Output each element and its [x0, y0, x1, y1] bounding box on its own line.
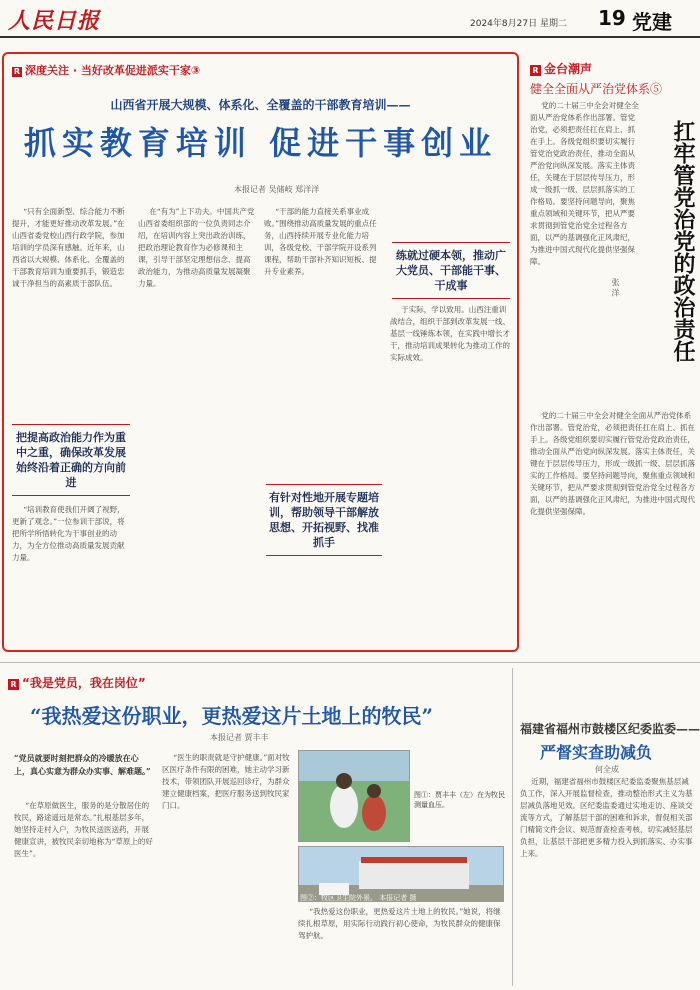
issue-date: 2024年8月27日 星期二	[470, 19, 567, 29]
lead-body-col-1: “只有全面新型、综合能力不断提升，才能更好推动改革发展。”在山西省委党校山西行政学院，参加培训的学员深有感触。近年来，山西省以大规模、体系化、全覆盖的干部教育培训为重要抓手，锻造忠诚干净担当的高素质干部队伍。	[12, 207, 125, 288]
lead-subtitle: 山西省开展大规模、体系化、全覆盖的干部教育培训——	[110, 98, 411, 112]
column-badge-icon: R	[8, 679, 19, 690]
pull-quote-3: 有针对性地开展专题培训，帮助领导干部解放思想、开拓视野、找准抓手	[266, 484, 382, 556]
opinion-body-continued: 党的二十届三中全会对健全全面从严治党体系作出部署。管党治党，必须把责任扛在肩上、抓在手上。各级党组织要切实履行管党治党政治责任，推动全面从严治党向纵深发展。落实主体责任，关键在于层层传导压力，形成一级抓一级、层层抓落实的工作格局。要坚持问题导向，聚焦重点领域和关键环节，把从严要求贯彻到管党治党全过程各方面，以严的基调强化正风肃纪，为推进中国式现代化提供坚强保障。	[530, 411, 695, 516]
section-name: 党建	[632, 10, 672, 34]
story-body-col-2: “医生的职责就是守护健康。”面对牧区医疗条件有限的困难，她主动学习新技术，带领团队开展巡回诊疗，为群众建立健康档案，把医疗服务送到牧民家门口。	[162, 753, 290, 810]
story-body-col-3: “我热爱这份职业，更热爱这片土地上的牧民。”她说，将继续扎根草原，用实际行动践行初心使命，为牧民群众的健康保驾护航。	[298, 907, 501, 940]
story-body-col-1: “在草原做医生，服务的是分散居住的牧民，路途遥远是常态。”扎根基层多年，她坚持走村入户，为牧民送医送药，开展健康宣讲，被牧民亲切地称为“草原上的好医生”。	[14, 801, 153, 858]
opinion-subtitle: 健全全面从严治党体系⑤	[530, 82, 663, 96]
opinion-header	[530, 60, 698, 97]
photo-caption-2: 图②：牧区卫生院外景。 本报记者 摄	[300, 894, 417, 902]
column-badge-icon: R	[13, 67, 21, 76]
lead-headline: 抓实教育培训 促进干事创业	[23, 124, 498, 162]
column-divider	[512, 668, 513, 986]
lead-article[interactable]	[2, 52, 519, 652]
story-kicker: R “我是党员，我在岗位”	[8, 674, 146, 691]
opinion-author: 张 洋	[611, 278, 620, 297]
opinion-kicker: R 金台潮声	[530, 60, 698, 77]
column-badge-icon: R	[530, 65, 541, 76]
report-author: 何全成	[595, 765, 619, 774]
opinion-body: 党的二十届三中全会对健全全面从严治党体系作出部署。管党治党，必须把责任扛在肩上、抓在手上。各级党组织要切实履行管党治党政治责任，推动全面从严治党向纵深发展。落实主体责任，关键在于层层传导压力，形成一级抓一级、层层抓落实的工作格局。要坚持问题导向，聚焦重点领域和关键环节，把从严要求贯彻到管党治党全过程各方面，以严的基调强化正风肃纪，为推进中国式现代化提供坚强保障。	[530, 101, 639, 266]
opinion-headline: 扛牢管党治党的政治责任	[670, 120, 696, 362]
report-kicker: 福建省福州市鼓楼区纪委监委——	[520, 722, 700, 736]
report-headline: 严督实查助减负	[540, 743, 653, 762]
lead-body-col-2: 在“有为”上下功夫。中国共产党山西省委组织部的一位负责同志介绍，在培训内容上突出政治训练，把政治理论教育作为必修课和主课，引导干部坚定理想信念、提高政治能力，为推动高质量发展凝聚力量。	[138, 207, 255, 288]
pull-quote-2: 把提高政治能力作为重中之重，确保改革发展始终沿着正确的方向前进	[12, 424, 130, 496]
lead-body-col-5: “培训教育使我们开阔了视野，更新了观念。”一位参训干部说，将把所学所悟转化为干事创业的动力，为全方位推动高质量发展贡献力量。	[12, 505, 125, 562]
story-quote: “党员就要时刻把群众的冷暖放在心上，真心实意为群众办实事、解难题。”	[14, 753, 151, 776]
photo-caption: 图①：贾丰丰（左）在为牧民测量血压。	[414, 791, 505, 809]
page-number: 19	[598, 6, 626, 30]
story-headline: “我热爱这份职业，更热爱这片土地上的牧民”	[30, 704, 434, 728]
masthead	[0, 0, 700, 38]
doctor-photo-image	[299, 751, 410, 842]
lead-body-col-4: 于实际，学以致用。山西注重训战结合，组织干部到改革发展一线、基层一线锤炼本领，在实践中增长才干，推动培训成果转化为推动工作的实际成效。	[390, 305, 510, 362]
story-byline: 本报记者 贾丰丰	[210, 733, 269, 742]
section-divider	[0, 662, 700, 663]
pull-quote-1: 练就过硬本领，推动广大党员、干部能干事、干成事	[392, 242, 510, 299]
lead-body-col-3: “干部的能力直接关系事业成败。”围绕推动高质量发展的重点任务，山西持续开展专业化能力培训，各级党校、干部学院开设系列课程，帮助干部补齐知识短板、提升专业素养。	[264, 207, 377, 276]
lead-kicker: R 深度关注 · 当好改革促进派实干家③	[13, 64, 201, 77]
story-photo-1	[298, 750, 410, 842]
newspaper-logo: 人民日报	[8, 8, 101, 34]
lead-byline: 本报记者 吴储岐 郑洋洋	[234, 185, 320, 194]
report-body: 近期，福建省福州市鼓楼区纪委监委聚焦基层减负工作，深入开展监督检查，推动整治形式主义为基层减负落地见效。区纪委监委通过实地走访、座谈交流等方式，了解基层干部的困难和诉求，督促相关部门精简文件会议、规范督查检查考核，切实减轻基层负担，让基层干部把更多精力投入到抓落实、办实事上来。	[520, 777, 693, 858]
